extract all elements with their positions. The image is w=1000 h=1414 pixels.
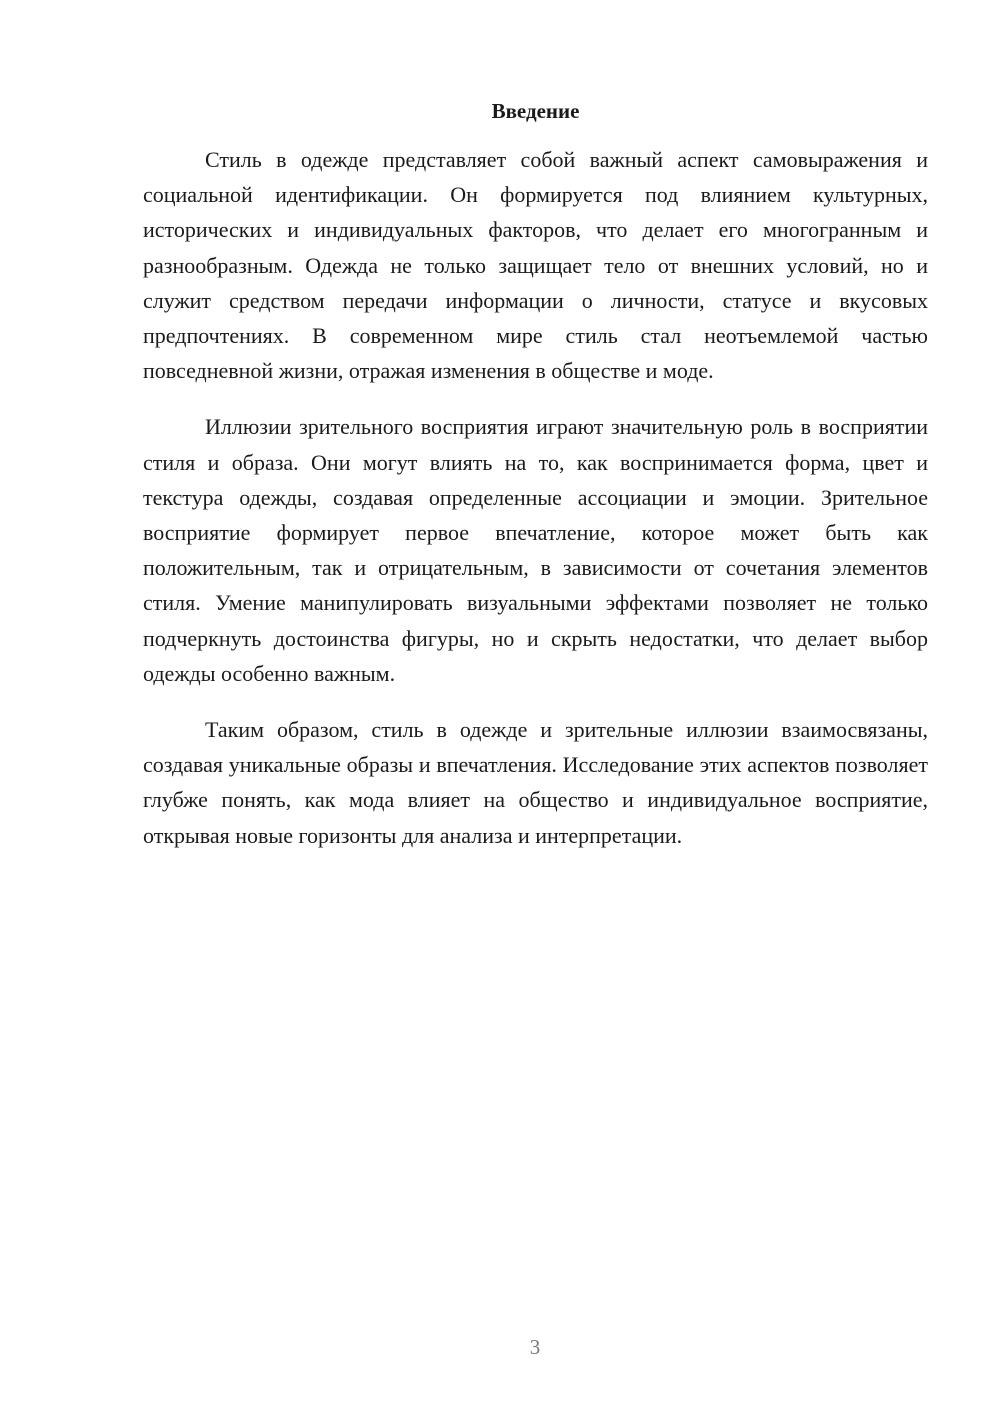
page-number: 3	[529, 1335, 541, 1359]
section-heading: Введение	[491, 99, 580, 123]
paragraph-1: Стиль в одежде представляет собой важный аспект самовыражения и социальной идентификации. Он формируется под влиянием культурных, исторических и индивидуальных факторов, что делает его многогранным и разнообразным. Одежда не только защищает тело от внешних условий, но и служит средством передачи информации о личности, статусе и вкусовых предпочтениях. В современном мире стиль стал неотъемлемой частью повседневной жизни, отражая изменения в обществе и моде.	[143, 147, 928, 384]
paragraph-2: Иллюзии зрительного восприятия играют значительную роль в восприятии стиля и образа. Они могут влиять на то, как воспринимается форма, цвет и текстура одежды, создавая определенные ассоциации и эмоции. Зрительное восприятие формирует первое впечатление, которое может быть как положительным, так и отрицательным, в зависимости от сочетания элементов стиля. Умение манипулировать визуальными эффектами позволяет не только подчеркнуть достоинства фигуры, но и скрыть недостатки, что делает выбор одежды особенно важным.	[143, 414, 928, 686]
body-text	[143, 142, 928, 874]
paragraph-3: Таким образом, стиль в одежде и зрительные иллюзии взаимосвязаны, создавая уникальные образы и впечатления. Исследование этих аспектов позволяет глубже понять, как мода влияет на общество и индивидуальное восприятие, открывая новые горизонты для анализа и интерпретации.	[143, 717, 928, 848]
